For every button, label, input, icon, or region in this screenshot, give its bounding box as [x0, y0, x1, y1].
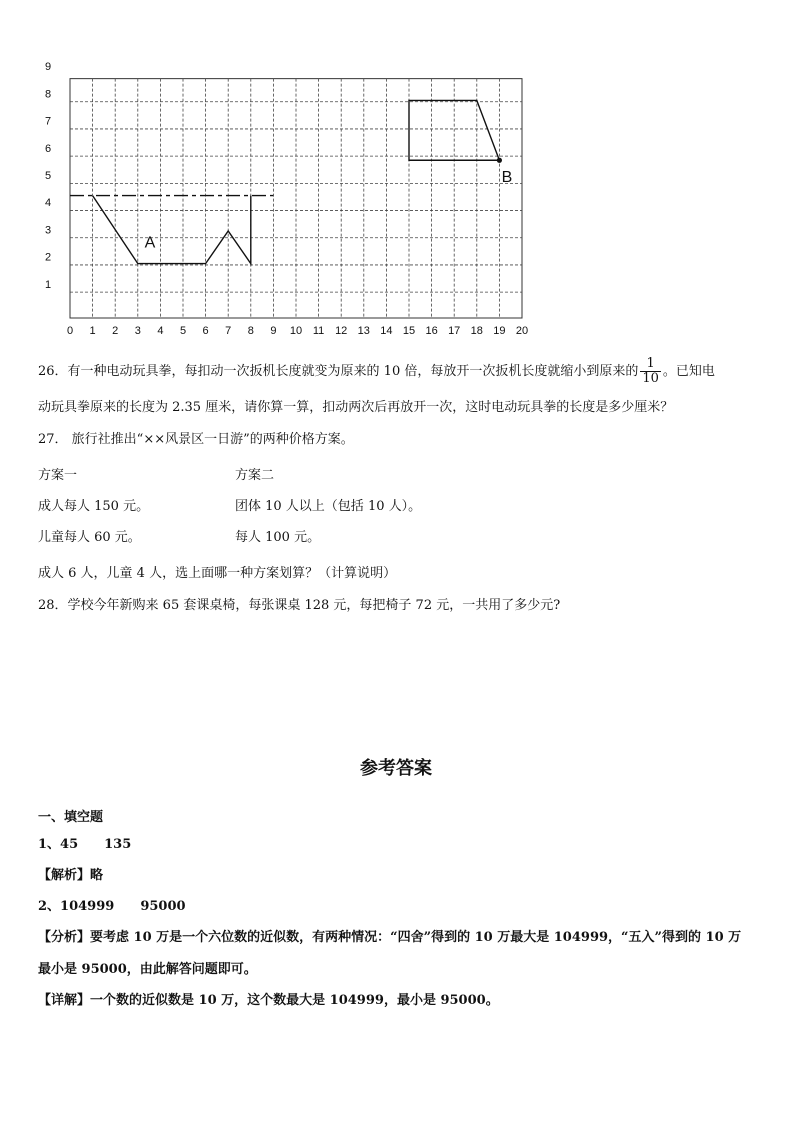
answers-title: 参考答案 [360, 758, 432, 779]
q27-plan1-line1: 成人每人 150 元。 [38, 499, 150, 514]
y-tick-label: 8 [44, 88, 52, 101]
q28-text: 28．学校今年新购来 65 套课桌椅，每张课桌 128 元，每把椅子 72 元，一共用了多少元? [38, 598, 561, 613]
fraction-numerator: 1 [640, 357, 661, 372]
x-tick-label: 9 [270, 325, 277, 337]
x-tick-label: 6 [202, 325, 209, 337]
answer-1: 1、45 135 [38, 837, 132, 852]
label-a: A [144, 234, 156, 252]
x-tick-label: 17 [448, 325, 461, 337]
x-tick-label: 10 [289, 325, 303, 337]
y-tick-label: 4 [44, 197, 52, 210]
answer-2: 2、104999 95000 [38, 899, 186, 914]
answer-1-analysis: 【解析】略 [38, 868, 104, 883]
q27-plan1-title: 方案一 [38, 468, 78, 483]
q26-line1-pre: 26．有一种电动玩具拳，每扣动一次扳机长度就变为原来的 10 倍，每放开一次扳机长度就缩小到原来的 [38, 364, 639, 379]
x-tick-label: 8 [247, 325, 254, 337]
y-tick-label: 6 [44, 142, 52, 155]
x-tick-label: 20 [515, 325, 529, 337]
answer-2-detail: 【详解】一个数的近似数是 10 万，这个数最大是 104999，最小是 95000。 [38, 993, 499, 1008]
x-tick-label: 16 [425, 325, 438, 337]
x-tick-label: 14 [380, 325, 393, 337]
fraction-one-tenth [640, 357, 661, 386]
q27-plan2-line2: 每人 100 元。 [235, 530, 321, 545]
x-tick-label: 4 [157, 325, 164, 337]
y-tick-label: 1 [44, 278, 52, 291]
q27-plan1-line2: 儿童每人 60 元。 [38, 530, 141, 545]
q26-line1 [38, 357, 715, 386]
x-tick-label: 15 [402, 325, 416, 337]
x-tick-label: 1 [89, 325, 96, 337]
point-b-marker [497, 158, 502, 163]
y-tick-label: 9 [44, 61, 52, 74]
label-b: B [501, 169, 513, 186]
q26-line1-post: 。已知电 [662, 364, 715, 379]
coordinate-grid-figure [30, 61, 540, 338]
y-tick-label: 7 [44, 115, 52, 128]
x-axis-labels [67, 325, 528, 337]
x-tick-label: 18 [470, 325, 483, 337]
q27-intro: 27． 旅行社推出“××风景区一日游”的两种价格方案。 [38, 432, 354, 447]
x-tick-label: 5 [179, 325, 187, 337]
answers-section1: 一、填空题 [38, 810, 104, 825]
x-tick-label: 11 [312, 325, 325, 337]
fraction-denominator: 10 [642, 371, 659, 386]
x-tick-label: 13 [357, 325, 370, 337]
x-tick-label: 7 [225, 325, 232, 337]
y-tick-label: 3 [44, 224, 52, 237]
answer-2-analysis-line2: 最小是 95000，由此解答问题即可。 [38, 962, 257, 977]
y-axis-labels [45, 61, 51, 291]
shape-a-outline [93, 196, 251, 264]
q27-question: 成人 6 人，儿童 4 人，选上面哪一种方案划算？（计算说明） [38, 566, 397, 581]
y-tick-label: 2 [44, 251, 52, 264]
q27-plan2-line1: 团体 10 人以上（包括 10 人）。 [235, 499, 422, 514]
q27-plan2-title: 方案二 [235, 468, 275, 483]
x-tick-label: 19 [493, 325, 506, 337]
x-tick-label: 12 [335, 325, 348, 337]
x-tick-label: 0 [66, 325, 74, 337]
x-tick-label: 3 [134, 325, 141, 337]
grid-shapes [70, 100, 512, 263]
y-tick-label: 5 [44, 170, 52, 182]
x-tick-label: 2 [112, 325, 119, 337]
answer-2-analysis-line1: 【分析】要考虑 10 万是一个六位数的近似数，有两种情况：“四舍”得到的 10 万最大是 104999，“五入”得到的 10 万 [38, 930, 742, 945]
grid-lines [70, 79, 522, 318]
q26-line2: 动玩具拳原来的长度为 2.35 厘米，请你算一算，扣动两次后再放开一次，这时电动玩具拳的长度是多少厘米？ [38, 400, 674, 415]
